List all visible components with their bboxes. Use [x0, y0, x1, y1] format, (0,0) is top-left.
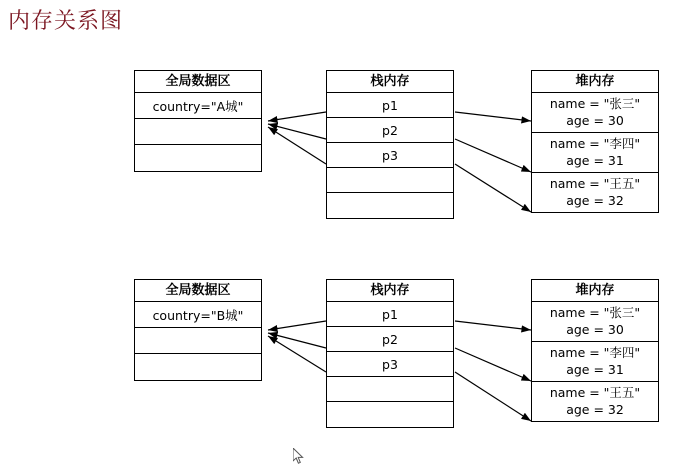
heap-object-name: name = "王五" [549, 176, 641, 191]
heap-object [532, 133, 658, 173]
heap-object-age: age = 30 [566, 322, 624, 337]
stack-cell: p3 [327, 143, 453, 168]
page-title: 内存关系图 [8, 8, 124, 33]
stack-cell: p1 [327, 93, 453, 118]
global-data-cell: country="A城" [135, 93, 261, 119]
heap-object [532, 173, 658, 212]
heap-object-name: name = "李四" [549, 136, 641, 151]
heap-object [532, 302, 658, 342]
heap-object-name: name = "王五" [549, 385, 641, 400]
heap-object-name: name = "张三" [549, 305, 641, 320]
heap-object [532, 342, 658, 382]
heap-object-age: age = 31 [566, 362, 624, 377]
global-data-cell [135, 354, 261, 380]
global-data-cell [135, 145, 261, 171]
global-data-cell [135, 328, 261, 354]
stack-cell: p2 [327, 118, 453, 143]
heap-box-2 [531, 279, 659, 422]
stack-box-2 [326, 279, 454, 428]
global-data-box-2 [134, 279, 262, 381]
heap-object [532, 93, 658, 133]
heap-object-age: age = 32 [566, 193, 624, 208]
heap-object-name: name = "张三" [549, 96, 641, 111]
global-data-box-1 [134, 70, 262, 172]
stack-cell [327, 402, 453, 427]
heap-object-age: age = 30 [566, 113, 624, 128]
stack-box-1 [326, 70, 454, 219]
global-data-cell [135, 119, 261, 145]
stack-cell [327, 193, 453, 218]
stack-cell [327, 168, 453, 193]
stack-header-2: 栈内存 [327, 280, 453, 302]
heap-box-1 [531, 70, 659, 213]
heap-header-1: 堆内存 [532, 71, 658, 93]
stack-cell: p1 [327, 302, 453, 327]
heap-object-age: age = 31 [566, 153, 624, 168]
stack-cell: p2 [327, 327, 453, 352]
global-data-header-1: 全局数据区 [135, 71, 261, 93]
heap-header-2: 堆内存 [532, 280, 658, 302]
stack-header-1: 栈内存 [327, 71, 453, 93]
heap-object-age: age = 32 [566, 402, 624, 417]
heap-object [532, 382, 658, 421]
global-data-cell: country="B城" [135, 302, 261, 328]
mouse-cursor-icon [293, 448, 305, 465]
stack-cell [327, 377, 453, 402]
global-data-header-2: 全局数据区 [135, 280, 261, 302]
heap-object-name: name = "李四" [549, 345, 641, 360]
stack-cell: p3 [327, 352, 453, 377]
